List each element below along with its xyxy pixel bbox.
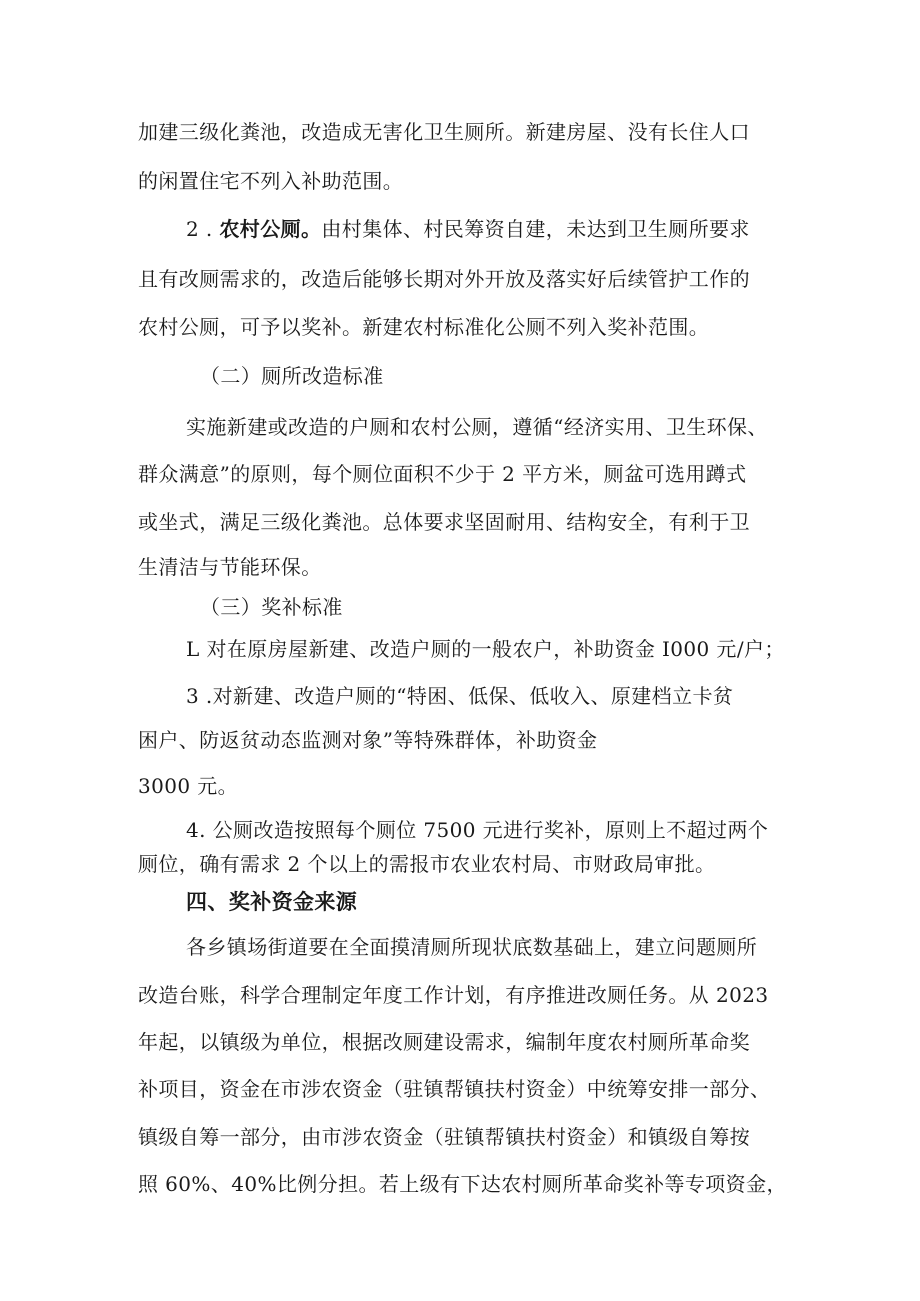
text-line: 生清洁与节能环保。: [138, 555, 322, 579]
text-line: 困户、防返贫动态监测对象”等特殊群体，补助资金: [138, 728, 598, 752]
numbered-paragraph-heading: [186, 217, 750, 241]
text-line: 加建三级化粪池，改造成无害化卫生厕所。新建房屋、没有长住人口: [138, 120, 750, 144]
section-subheading: （二）厕所改造标准: [200, 364, 384, 388]
text-line: 或坐式，满足三级化粪池。总体要求坚固耐用、结构安全，有利于卫: [138, 510, 750, 534]
item-number: 2 .: [186, 217, 213, 241]
text-line: 年起，以镇级为单位，根据改厕建设需求，编制年度农村厕所革命奖: [138, 1030, 750, 1054]
text-line: 3000 元。: [138, 774, 239, 798]
text-line: 照 60%、40%比例分担。若上级有下达农村厕所革命奖补等专项资金，: [138, 1172, 787, 1196]
text-line: L 对在原房屋新建、改造户厕的一般农户，补助资金 I000 元/户；: [186, 637, 785, 661]
text-line: 实施新建或改造的户厕和农村公厕，遵循“经济实用、卫生环保、: [186, 415, 768, 439]
text-line: 且有改厕需求的，改造后能够长期对外开放及落实好后续管护工作的: [138, 267, 750, 291]
text-line: 改造台账，科学合理制定年度工作计划，有序推进改厕任务。从 2023: [138, 983, 769, 1007]
text-line: 群众满意”的原则，每个厕位面积不少于 2 平方米，厕盆可选用蹲式: [138, 462, 747, 486]
text-line: 3 .对新建、改造户厕的“特困、低保、低收入、原建档立卡贫: [186, 684, 734, 708]
text-line: 农村公厕，可予以奖补。新建农村标准化公厕不列入奖补范围。: [138, 315, 710, 339]
text-line: 的闲置住宅不列入补助范围。: [138, 169, 404, 193]
text-line: 补项目，资金在市涉农资金（驻镇帮镇扶村资金）中统筹安排一部分、: [138, 1077, 771, 1101]
text-line: 厕位，确有需求 2 个以上的需报市农业农村局、市财政局审批。: [138, 852, 716, 876]
text-line: 4. 公厕改造按照每个厕位 7500 元进行奖补，原则上不超过两个: [186, 818, 769, 842]
item-title: 农村公厕。: [219, 217, 322, 241]
section-subheading: （三）奖补标准: [200, 595, 343, 619]
section-heading: 四、奖补资金来源: [186, 890, 358, 914]
text-line: 镇级自筹一部分，由市涉农资金（驻镇帮镇扶村资金）和镇级自筹按: [138, 1125, 750, 1149]
item-text: 由村集体、村民筹资自建，未达到卫生厕所要求: [321, 217, 750, 241]
text-line: 各乡镇场街道要在全面摸清厕所现状底数基础上，建立问题厕所: [186, 935, 758, 959]
